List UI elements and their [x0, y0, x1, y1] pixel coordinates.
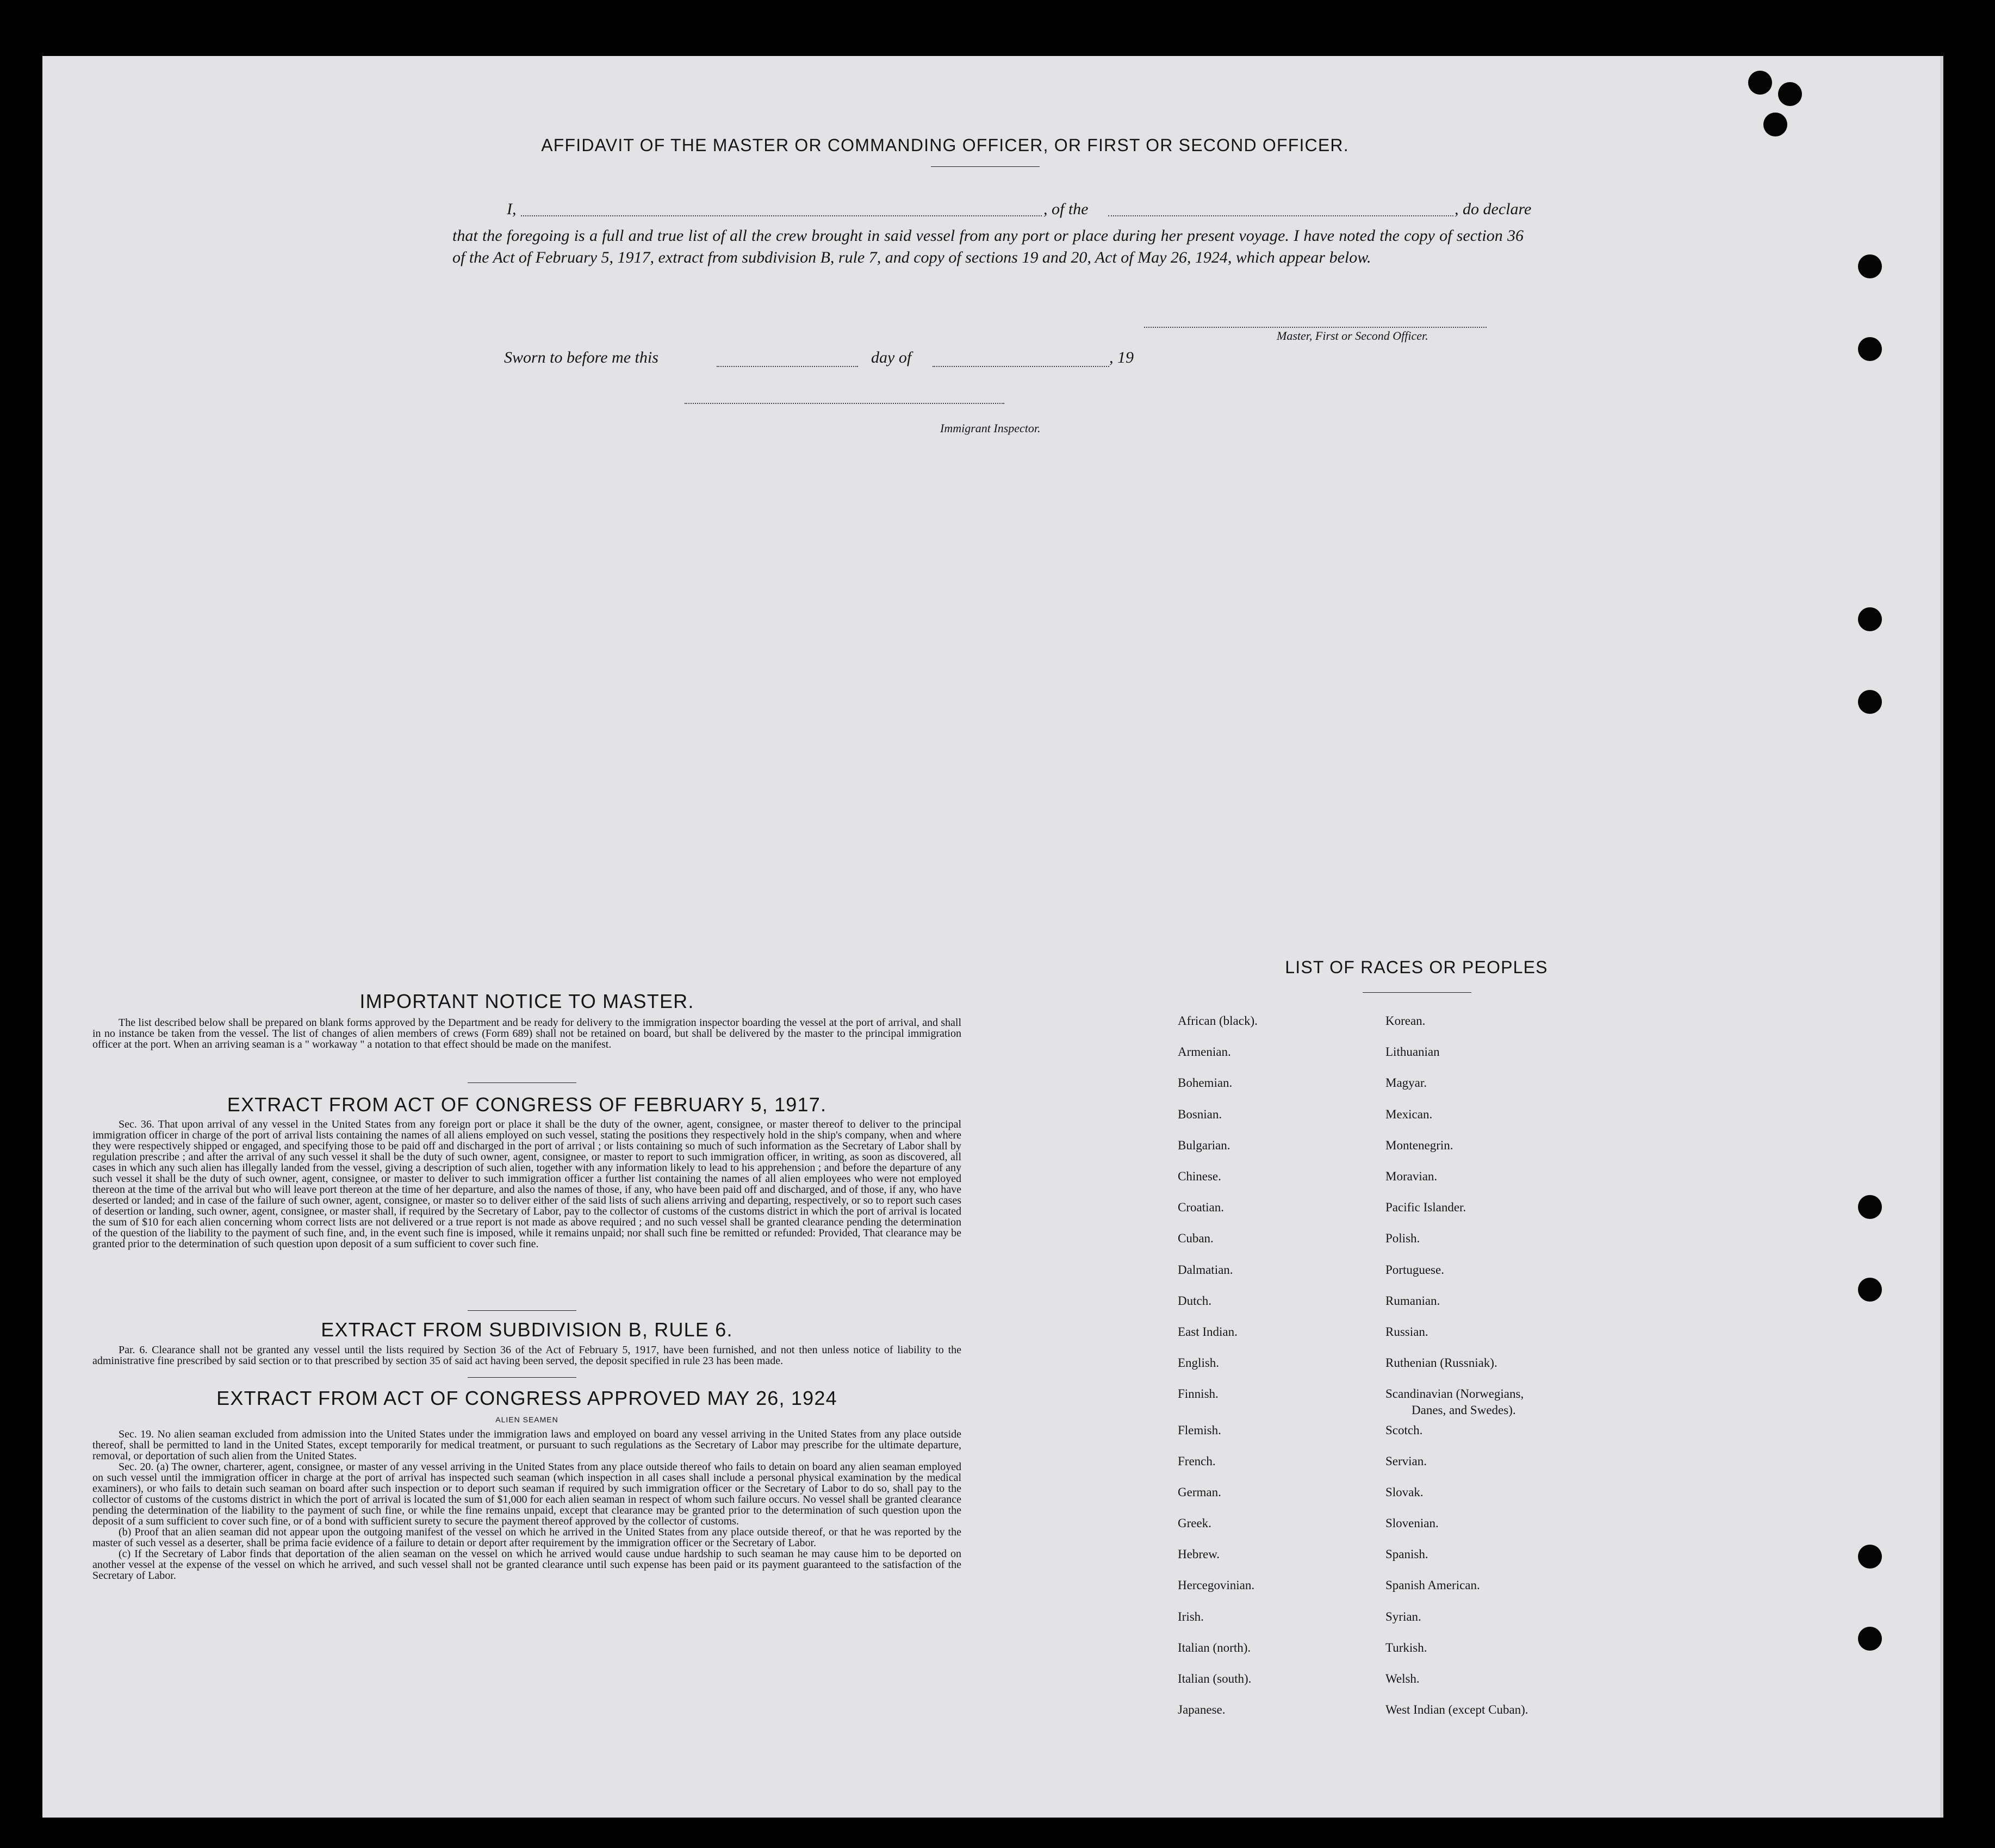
race-left: Japanese.: [1178, 1703, 1226, 1716]
declarant-name-field[interactable]: [521, 215, 1042, 216]
race-right: Scotch.: [1385, 1423, 1423, 1437]
race-right: Rumanian.: [1385, 1294, 1440, 1308]
vessel-name-field[interactable]: [1108, 215, 1453, 216]
race-left: Flemish.: [1178, 1423, 1221, 1437]
race-right-continuation: Danes, and Swedes).: [1412, 1403, 1516, 1417]
race-left: Dalmatian.: [1178, 1263, 1233, 1277]
race-left: African (black).: [1178, 1014, 1258, 1028]
master-signature-field[interactable]: [1144, 327, 1487, 328]
race-left: Bohemian.: [1178, 1076, 1233, 1090]
race-left: German.: [1178, 1485, 1221, 1499]
punch-hole: [1748, 71, 1772, 95]
race-right: Korean.: [1385, 1014, 1426, 1028]
divider: [1363, 992, 1471, 993]
race-right: Spanish.: [1385, 1547, 1428, 1561]
year-label: , 19: [1109, 349, 1134, 366]
master-signature-label: Master, First or Second Officer.: [1277, 329, 1428, 343]
race-right: Montenegrin.: [1385, 1138, 1453, 1152]
inspector-signature-label: Immigrant Inspector.: [940, 421, 1041, 435]
rule6-paragraph: Par. 6. Clearance shall not be granted any vessel until the lists required by Section 36 of the Act of February 5, 1917, have been furnished, and not then unless notice of liability to the administrative fine prescribed by said section or to that prescribed by section 35 of said act having been served, the deposit specified in rule 23 has been made.: [92, 1344, 961, 1367]
race-left: Croatian.: [1178, 1200, 1224, 1214]
punch-hole: [1858, 1278, 1882, 1302]
race-right: Portuguese.: [1385, 1263, 1444, 1277]
race-left: Armenian.: [1178, 1045, 1231, 1059]
races-title: LIST OF RACES OR PEOPLES: [1285, 957, 1548, 977]
race-right: Slovak.: [1385, 1485, 1424, 1499]
rule6-title: EXTRACT FROM SUBDIVISION B, RULE 6.: [321, 1318, 733, 1341]
race-left: Italian (north).: [1178, 1641, 1251, 1654]
do-declare-label: , do declare: [1455, 200, 1532, 218]
punch-hole: [1778, 82, 1802, 106]
notice-title: IMPORTANT NOTICE TO MASTER.: [359, 990, 694, 1012]
race-right: Magyar.: [1385, 1076, 1427, 1090]
extract-1924-title: EXTRACT FROM ACT OF CONGRESS APPROVED MAY 26, 1924: [216, 1387, 837, 1409]
race-right: Slovenian.: [1385, 1516, 1439, 1530]
of-the-label: , of the: [1043, 200, 1089, 218]
race-right: Polish.: [1385, 1231, 1420, 1245]
race-right: Mexican.: [1385, 1107, 1433, 1121]
race-left: French.: [1178, 1454, 1216, 1468]
race-right: Russian.: [1385, 1325, 1428, 1339]
declarant-label: I,: [507, 200, 517, 218]
punch-hole: [1858, 1195, 1882, 1219]
sworn-label: Sworn to before me this: [504, 349, 658, 366]
affidavit-body: that the foregoing is a full and true list of all the crew brought in said vessel from any port or place during her present voyage. I have noted the copy of section 36 of the Act of February 5, 1917, extract from subdivision B, rule 7, and copy of sections 19 and 20, Act of May 26, 1924, which appear below.: [452, 227, 1524, 266]
sec20b-paragraph: (b) Proof that an alien seaman did not appear upon the outgoing manifest of the vessel on which he arrived in the United States from any place outside thereof, or that he was reported by the master of such vessel as a deserter, shall be prima facie evidence of a failure to detain or deport after requirement by the immigration officer or the Secretary of Labor.: [92, 1526, 961, 1549]
punch-hole: [1858, 607, 1882, 631]
race-right: Welsh.: [1385, 1672, 1420, 1685]
extract-1917-title: EXTRACT FROM ACT OF CONGRESS OF FEBRUARY 5, 1917.: [227, 1093, 827, 1116]
punch-hole: [1858, 1545, 1882, 1569]
race-left: Chinese.: [1178, 1169, 1221, 1183]
race-left: English.: [1178, 1356, 1220, 1370]
race-left: Greek.: [1178, 1516, 1211, 1530]
race-left: Hebrew.: [1178, 1547, 1220, 1561]
divider: [468, 1310, 576, 1311]
punch-hole: [1858, 254, 1882, 278]
race-right: Ruthenian (Russniak).: [1385, 1356, 1497, 1370]
race-left: Bosnian.: [1178, 1107, 1222, 1121]
divider: [468, 1082, 576, 1083]
notice-paragraph: The list described below shall be prepared on blank forms approved by the Department and be ready for delivery to the immigration inspector boarding the vessel at the port of arrival, and shall in no instance be taken from the vessel. The list of changes of alien members of crews (Form 689) shall not be retained on board, but shall be delivered by the master to the principal immigration officer at the port. When an arriving seaman is a " workaway " a notation to that effect should be made on the manifest.: [92, 1017, 961, 1050]
race-right: Scandinavian (Norwegians,: [1385, 1387, 1524, 1401]
race-right: Turkish.: [1385, 1641, 1427, 1654]
race-left: Cuban.: [1178, 1231, 1214, 1245]
race-right: Lithuanian: [1385, 1045, 1440, 1059]
race-right: West Indian (except Cuban).: [1385, 1703, 1528, 1716]
race-right: Servian.: [1385, 1454, 1427, 1468]
race-left: Bulgarian.: [1178, 1138, 1230, 1152]
sec19-paragraph: Sec. 19. No alien seaman excluded from admission into the United States under the immigration laws and employed on board any vessel arriving in the United States from any place outside thereof, shall be permitted to land in the United States, except temporarily for medical treatment, or pursuant to such regulations as the Secretary of Labor may prescribe for the ultimate departure, removal, or deportation of such alien from the United States.: [92, 1428, 961, 1462]
extract-1924-text: [92, 1429, 961, 1581]
race-left: Dutch.: [1178, 1294, 1211, 1308]
sec20a-paragraph: Sec. 20. (a) The owner, charterer, agent, consignee, or master of any vessel arriving in the United States from any place outside thereof who fails to detain on board any alien seaman employed on such vessel until the immigration officer in charge at the port of arrival has inspected such seaman (which inspection in all cases shall include a personal physical examination by the medical examiners), or who fails to detain such seaman on board after such inspection or to deport such seaman if required by such immigration officer or the Secretary of Labor to do so, shall pay to the collector of customs of the customs district in which the port of arrival is located the sum of $1,000 for each alien seaman in respect of whom such failure occurs. No vessel shall be granted clearance pending the determination of the liability to the payment of such fine, or while the fine remains unpaid, except that clearance may be granted prior to the determination of such question upon the deposit of a sum sufficient to cover such fine, or of a bond with sufficient surety to secure the payment thereof approved by the collector of customs.: [92, 1461, 961, 1527]
day-of-label: day of: [871, 349, 912, 366]
race-right: Spanish American.: [1385, 1578, 1480, 1592]
alien-seamen-subtitle: ALIEN SEAMEN: [495, 1415, 558, 1424]
sworn-month-field[interactable]: [933, 366, 1109, 367]
race-left: Italian (south).: [1178, 1672, 1252, 1685]
document-page: [42, 56, 1943, 1818]
rule6-text: [92, 1345, 961, 1366]
punch-hole: [1858, 1627, 1882, 1651]
race-left: East Indian.: [1178, 1325, 1238, 1339]
affidavit-title: AFFIDAVIT OF THE MASTER OR COMMANDING OFFICER, OR FIRST OR SECOND OFFICER.: [541, 135, 1349, 155]
punch-hole: [1858, 337, 1882, 361]
punch-hole: [1858, 690, 1882, 714]
extract-1917-text: [92, 1119, 961, 1249]
sec20c-paragraph: (c) If the Secretary of Labor finds that deportation of the alien seaman on the vessel on which he arrived would cause undue hardship to such seaman he may cause him to be deported on another vessel at the expense of the vessel on which he arrived, and such vessel shall not be granted clearance until such expense has been paid or its payment guaranteed to the satisfaction of the Secretary of Labor.: [92, 1548, 961, 1582]
race-right: Moravian.: [1385, 1169, 1438, 1183]
sworn-day-field[interactable]: [717, 366, 858, 367]
sec36-paragraph: Sec. 36. That upon arrival of any vessel in the United States from any foreign port or place it shall be the duty of the owner, agent, consignee, or master thereof to deliver to the principal immigration officer in charge of the port of arrival lists containing the names of all aliens employed on such vessel, stating the positions they respectively hold in the ship's company, when and where they were respectively shipped or engaged, and specifying those to be paid off and discharged in the port of arrival ; or lists containing so much of such information as the Secretary of Labor shall by regulation prescribe ; and after the arrival of any such vessel it shall be the duty of such owner, agent, consignee, or master to report to such immigration officer, in writing, as soon as discovered, all cases in which any such alien has illegally landed from the vessel, giving a description of such alien, together with any information likely to lead to his apprehension ; and before the departure of any such vessel it shall be the duty of such owner, agent, consignee, or master to deliver to such immigration officer a further list containing the names of all alien employees who were not employed thereon at the time of the arrival but who will leave port thereon at the time of her departure, and also the names of those, if any, who have been paid off and discharged, and of those, if any, who have deserted or landed; and in case of the failure of such owner, agent, consignee, or master so to deliver either of the said lists of such aliens arriving and departing, respectively, or so to report such cases of desertion or landing, such owner, agent, consignee, or master shall, if required by the Secretary of Labor, pay to the collector of customs of the customs district in which the port of arrival is located the sum of $10 for each alien concerning whom correct lists are not delivered or a true report is not made as above required ; and no such vessel shall be granted clearance pending the determination of the question of the liability to the payment of such fine, and, in the event such fine is imposed, while it remains unpaid; nor shall such fine be remitted or refunded: Provided, That clearance may be granted prior to the determination of such question upon deposit of a sum sufficient to cover such fine.: [92, 1118, 961, 1250]
race-left: Finnish.: [1178, 1387, 1219, 1401]
race-left: Hercegovinian.: [1178, 1578, 1255, 1592]
punch-hole: [1763, 113, 1787, 136]
notice-text: [92, 1017, 961, 1050]
divider: [468, 1377, 576, 1378]
race-right: Syrian.: [1385, 1610, 1421, 1623]
race-right: Pacific Islander.: [1385, 1200, 1466, 1214]
race-left: Irish.: [1178, 1610, 1204, 1623]
inspector-signature-field[interactable]: [685, 403, 1004, 404]
divider: [931, 166, 1040, 167]
